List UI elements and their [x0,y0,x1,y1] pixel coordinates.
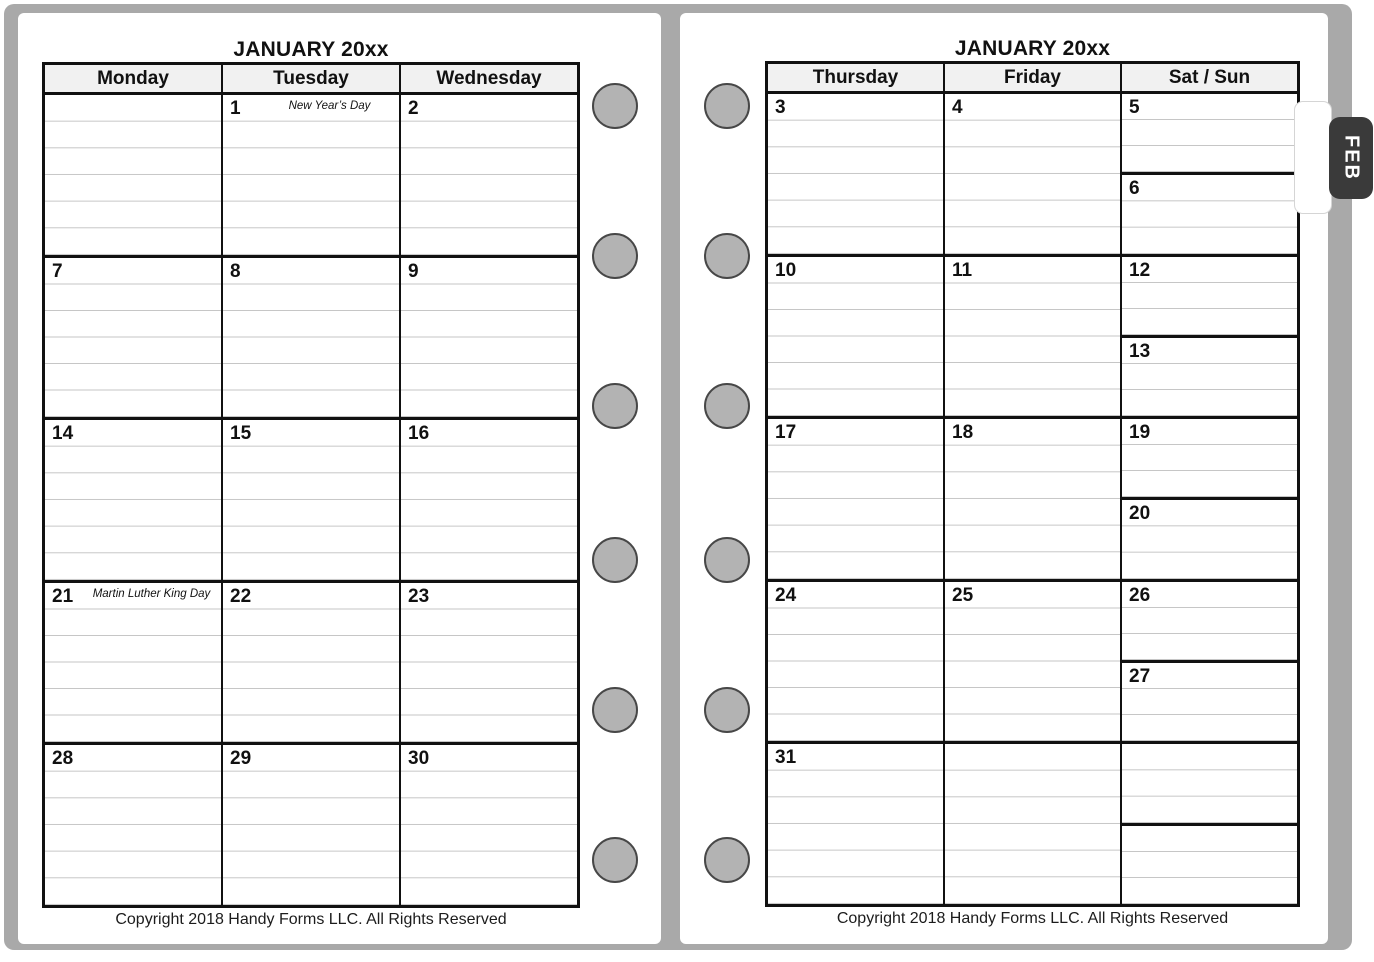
day-number: 16 [408,423,430,445]
day-cell [945,744,1122,904]
binder-hole [704,687,750,733]
satsun-cell [1122,582,1297,742]
holiday-note: New Year’s Day [288,100,371,112]
week-row-4 [45,583,577,746]
day-number: 27 [1129,666,1151,688]
day-number: 22 [230,585,252,607]
week-row-1 [768,94,1297,257]
day-number: 4 [952,97,963,118]
day-number: 8 [230,260,241,282]
day-number: 28 [52,748,74,770]
day-cell [223,745,401,905]
week-row-3 [45,420,577,583]
satsun-cell [1122,257,1297,417]
saturday-half [1122,94,1297,172]
right-calendar-body [768,94,1297,904]
day-number: 1 [230,98,241,119]
column-header-friday: Friday [945,64,1122,91]
left-header-row [45,65,577,95]
day-cell [401,745,577,905]
day-cell [401,583,577,743]
left-month-title: JANUARY 20xx [233,38,389,61]
day-cell [45,420,223,580]
day-cell [768,94,945,254]
day-cell [401,95,577,255]
saturday-half [1122,257,1297,335]
binder-hole [592,383,638,429]
column-header-thursday: Thursday [768,64,945,91]
tab-february[interactable] [1329,117,1373,199]
saturday-half [1122,744,1297,822]
day-number: 31 [775,747,797,769]
day-cell [45,745,223,905]
sunday-half [1122,660,1297,741]
week-row-1 [45,95,577,258]
day-number: 2 [408,98,419,119]
tab-february-label: FEB [1340,135,1363,181]
day-cell [768,744,945,904]
day-cell [768,257,945,417]
satsun-cell [1122,94,1297,254]
binder-hole [592,233,638,279]
binder-hole [704,837,750,883]
day-cell [768,419,945,579]
binder-hole [704,537,750,583]
right-month-title: JANUARY 20xx [954,37,1111,60]
column-header-tuesday: Tuesday [223,65,401,92]
day-cell [401,258,577,418]
day-cell [45,258,223,418]
saturday-half [1122,419,1297,497]
day-number: 13 [1129,340,1151,362]
day-cell [945,257,1122,417]
day-cell [45,583,223,743]
day-number: 21 [52,585,74,607]
day-number: 6 [1129,178,1140,200]
day-cell [945,582,1122,742]
column-header-monday: Monday [45,65,223,92]
week-row-3 [768,419,1297,582]
day-number: 19 [1129,422,1151,444]
week-row-5 [45,745,577,905]
day-number: 9 [408,260,419,282]
binder-hole [592,837,638,883]
week-row-5 [768,744,1297,904]
satsun-cell [1122,744,1297,904]
day-number: 15 [230,423,252,445]
left-copyright: Copyright 2018 Handy Forms LLC. All Rights Reserved [115,911,507,928]
week-row-4 [768,582,1297,745]
day-number: 3 [775,97,786,118]
week-row-2 [768,257,1297,420]
day-cell [768,582,945,742]
day-number: 11 [952,259,973,281]
sunday-half [1122,823,1297,904]
day-number: 24 [775,584,797,606]
day-cell [945,94,1122,254]
day-cell [401,420,577,580]
day-number: 5 [1129,97,1140,118]
day-number: 25 [952,584,974,606]
day-cell [223,583,401,743]
binder-hole [704,383,750,429]
day-number: 7 [52,260,63,282]
day-number: 10 [775,259,797,281]
day-number: 20 [1129,503,1151,525]
day-number: 23 [408,585,430,607]
right-page [680,13,1328,944]
sunday-half [1122,335,1297,416]
day-number: 29 [230,748,252,770]
binder-hole [704,83,750,129]
day-cell [223,420,401,580]
day-number: 30 [408,748,430,770]
saturday-half [1122,582,1297,660]
day-cell [945,419,1122,579]
sunday-half [1122,172,1297,253]
day-number: 12 [1129,259,1151,281]
left-calendar-body [45,95,577,905]
satsun-cell [1122,419,1297,579]
binder-hole [592,83,638,129]
left-calendar-table [42,62,580,908]
day-number: 18 [952,422,974,444]
sunday-half [1122,497,1297,578]
holiday-note: Martin Luther King Day [92,587,211,600]
binder-hole [592,537,638,583]
binder-hole [704,233,750,279]
left-page [18,13,661,944]
right-copyright: Copyright 2018 Handy Forms LLC. All Rights Reserved [836,910,1229,927]
right-header-row [768,64,1297,94]
day-cell [45,95,223,255]
right-calendar-table [765,61,1300,907]
day-number: 14 [52,423,74,445]
binder-hole [592,687,638,733]
week-row-2 [45,258,577,421]
column-header-wednesday: Wednesday [436,67,542,89]
day-number: 17 [775,422,797,444]
page-edge-tab [1294,101,1332,214]
day-number: 26 [1129,584,1151,606]
day-cell [223,258,401,418]
day-cell [223,95,401,255]
column-header-satsun: Sat / Sun [1168,66,1251,88]
